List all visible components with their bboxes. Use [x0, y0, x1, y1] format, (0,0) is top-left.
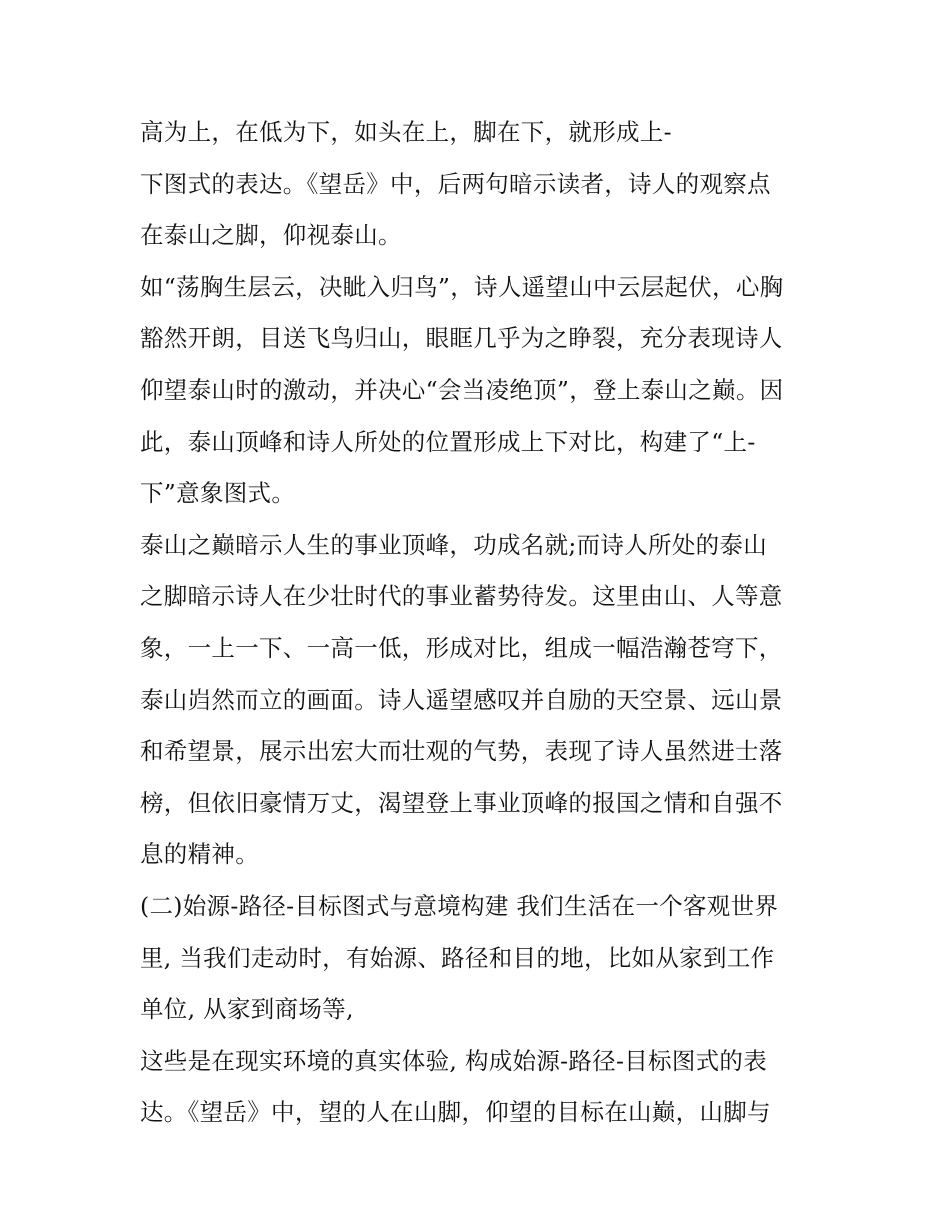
text-line: 下图式的表达。《望岳》中，后两句暗示读者，诗人的观察点: [140, 169, 771, 198]
text-line: 豁然开朗，目送飞鸟归山，眼眶几乎为之睁裂，充分表现诗人: [140, 324, 783, 353]
text-line: (二)始源-路径-目标图式与意境构建 我们生活在一个客观世界: [140, 891, 779, 920]
text-line: 息的精神。: [140, 840, 259, 869]
text-line: 仰望泰山时的激动，并决心“会当凌绝顶”，登上泰山之巅。因: [140, 375, 784, 404]
text-line: 达。《望岳》中，望的人在山脚，仰望的目标在山巅，山脚与: [140, 1098, 771, 1127]
text-line: 这些是在现实环境的真实体验, 构成始源-路径-目标图式的表: [140, 1046, 768, 1075]
text-line: 和希望景，展示出宏大而壮观的气势，表现了诗人虽然进士落: [140, 737, 783, 766]
text-line: 象，一上一下、一高一低，形成对比，组成一幅浩瀚苍穹下，: [140, 633, 783, 662]
text-line: 泰山岿然而立的画面。诗人遥望感叹并自励的天空景、远山景: [140, 685, 783, 714]
body-text: [140, 107, 820, 1139]
text-line: 如“荡胸生层云，决眦入归鸟”，诗人遥望山中云层起伏，心胸: [140, 272, 784, 301]
text-line: 单位, 从家到商场等,: [140, 995, 354, 1024]
text-line: 之脚暗示诗人在少壮时代的事业蓄势待发。这里由山、人等意: [140, 582, 783, 611]
text-line: 泰山之巅暗示人生的事业顶峰，功成名就;而诗人所处的泰山: [140, 530, 768, 559]
text-line: 下”意象图式。: [140, 479, 296, 508]
text-line: 高为上，在低为下，如头在上，脚在下，就形成上-: [140, 118, 672, 146]
text-line: 榜，但依旧豪情万丈，渴望登上事业顶峰的报国之情和自强不: [140, 788, 783, 817]
text-line: 此，泰山顶峰和诗人所处的位置形成上下对比，构建了“上-: [140, 427, 756, 456]
text-line: 里, 当我们走动时，有始源、路径和目的地，比如从家到工作: [140, 943, 775, 972]
text-line: 在泰山之脚，仰视泰山。: [140, 221, 402, 250]
